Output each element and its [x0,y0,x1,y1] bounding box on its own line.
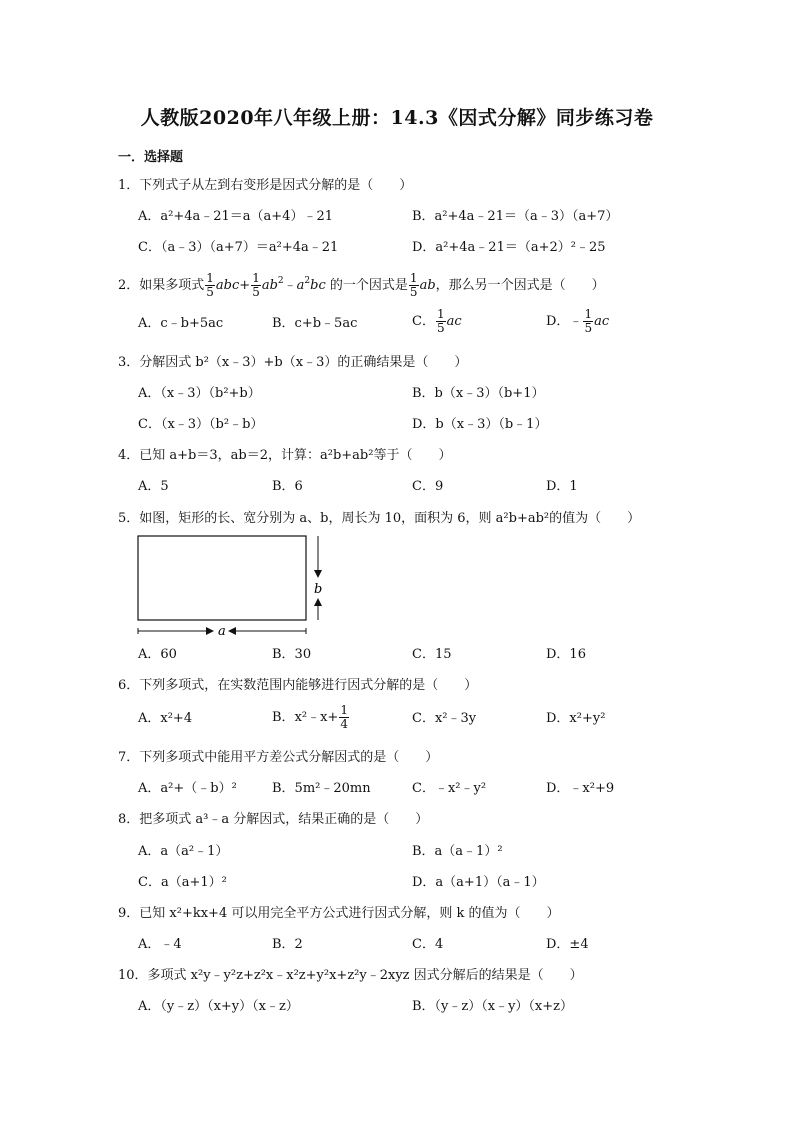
question-5: 5．如图，矩形的长、宽分别为 a、b，周长为 10，面积为 6，则 a²b+ab²的值为（ ） [118,511,641,526]
question-2: 2．如果多项式 $\frac{1}{5}$ abc+ $\frac{1}{5}$ $ab^2﹣a^2bc$ 的一个因式是 $\frac{1}{5}$ ab，那么另一个因式是（ ） [118,271,605,299]
arrow-right-icon [206,627,214,635]
q6-option-b[interactable]: B．x²﹣x+ $\frac{1}{4}$ [272,703,348,731]
question-8: 8．把多项式 a³﹣a 分解因式，结果正确的是（ ） [118,812,429,827]
q7-option-a[interactable]: A．a²+（﹣b）² [138,781,237,796]
q7-option-b[interactable]: B．5m²﹣20mn [272,781,371,796]
question-9: 9．已知 x²+kx+4 可以用完全平方公式进行因式分解，则 k 的值为（ ） [118,906,560,921]
q9-option-d[interactable]: D．±4 [546,937,589,952]
q3-option-d[interactable]: D．b（x﹣3）（b﹣1） [412,417,548,432]
q10-option-a[interactable]: A．（y﹣z）（x+y）（x﹣z） [138,999,299,1014]
q4-option-d[interactable]: D．1 [546,479,578,494]
q9-option-c[interactable]: C．4 [412,937,444,952]
q1-option-a[interactable]: A．a²+4a﹣21＝a（a+4）﹣21 [138,209,334,224]
q8-option-d[interactable]: D．a（a+1）（a﹣1） [412,875,545,890]
arrow-left-icon [228,627,236,635]
question-1: 1．下列式子从左到右变形是因式分解的是（ ） [118,178,413,193]
question-6: 6．下列多项式，在实数范围内能够进行因式分解的是（ ） [118,678,478,693]
arrow-up-icon [314,598,322,606]
q2-option-a[interactable]: A．c﹣b+5ac [138,316,224,331]
q4-option-b[interactable]: B．6 [272,479,303,494]
q9-option-a[interactable]: A．﹣4 [138,937,182,952]
q1-option-b[interactable]: B．a²+4a﹣21＝（a﹣3）（a+7） [412,209,619,224]
q4-option-a[interactable]: A．5 [138,479,169,494]
q2-option-c[interactable]: C． $\frac{1}{5}$ ac [412,307,462,335]
question-7: 7．下列多项式中能用平方差公式分解因式的是（ ） [118,750,439,765]
q6-option-d[interactable]: D．x²+y² [546,711,606,726]
q3-option-a[interactable]: A．（x﹣3）（b²+b） [138,386,261,401]
q2-fraction-1: $\frac{1}{5}$ [206,271,214,299]
q2-option-d[interactable]: D．﹣ $\frac{1}{5}$ ac [546,307,610,335]
label-a: a [218,624,226,639]
arrow-down-icon [314,570,322,578]
q2-tail: ，那么另一个因式是（ ） [435,278,605,293]
q3-option-c[interactable]: C．（x﹣3）（b²﹣b） [138,417,264,432]
q5-option-d[interactable]: D．16 [546,647,586,662]
q5-option-a[interactable]: A．60 [138,647,177,662]
question-10: 10．多项式 x²y﹣y²z+z²x﹣x²z+y²x+z²y﹣2xyz 因式分解后的结果是（ ） [118,968,583,983]
q8-option-a[interactable]: A．a（a²﹣1） [138,844,229,859]
rectangle [138,536,306,620]
q9-option-b[interactable]: B．2 [272,937,303,952]
q2-fraction-2: $\frac{1}{5}$ [252,271,260,299]
label-b: b [314,582,323,597]
q6-option-c[interactable]: C．x²﹣3y [412,711,477,726]
q1-option-d[interactable]: D．a²+4a﹣21＝（a+2）²﹣25 [412,240,606,255]
page-title: 人教版2020年八年级上册：14.3《因式分解》同步练习卷 [140,107,654,129]
question-3: 3．分解因式 b²（x﹣3）+b（x﹣3）的正确结果是（ ） [118,355,468,370]
q7-option-c[interactable]: C．﹣x²﹣y² [412,781,487,796]
q2-option-b[interactable]: B．c+b﹣5ac [272,316,358,331]
q6-option-a[interactable]: A．x²+4 [138,711,193,726]
q5-option-b[interactable]: B．30 [272,647,312,662]
q3-option-b[interactable]: B．b（x﹣3）（b+1） [412,386,545,401]
section-heading: 一．选择题 [118,150,184,165]
q8-option-b[interactable]: B．a（a﹣1）² [412,844,503,859]
q2-fraction-3: $\frac{1}{5}$ [409,271,418,299]
question-4: 4．已知 a+b＝3，ab＝2，计算：a²b+ab²等于（ ） [118,448,452,463]
q5-option-c[interactable]: C．15 [412,647,452,662]
q2-mid: 的一个因式是 [329,278,408,293]
q10-option-b[interactable]: B．（y﹣z）（x﹣y）（x+z） [412,999,573,1014]
q2-lead: 2．如果多项式 [118,278,205,293]
q4-option-c[interactable]: C．9 [412,479,444,494]
q7-option-d[interactable]: D．﹣x²+9 [546,781,615,796]
q1-option-c[interactable]: C．（a﹣3）（a+7）＝a²+4a﹣21 [138,240,339,255]
q8-option-c[interactable]: C．a（a+1）² [138,875,227,890]
rectangle-figure [130,530,330,640]
